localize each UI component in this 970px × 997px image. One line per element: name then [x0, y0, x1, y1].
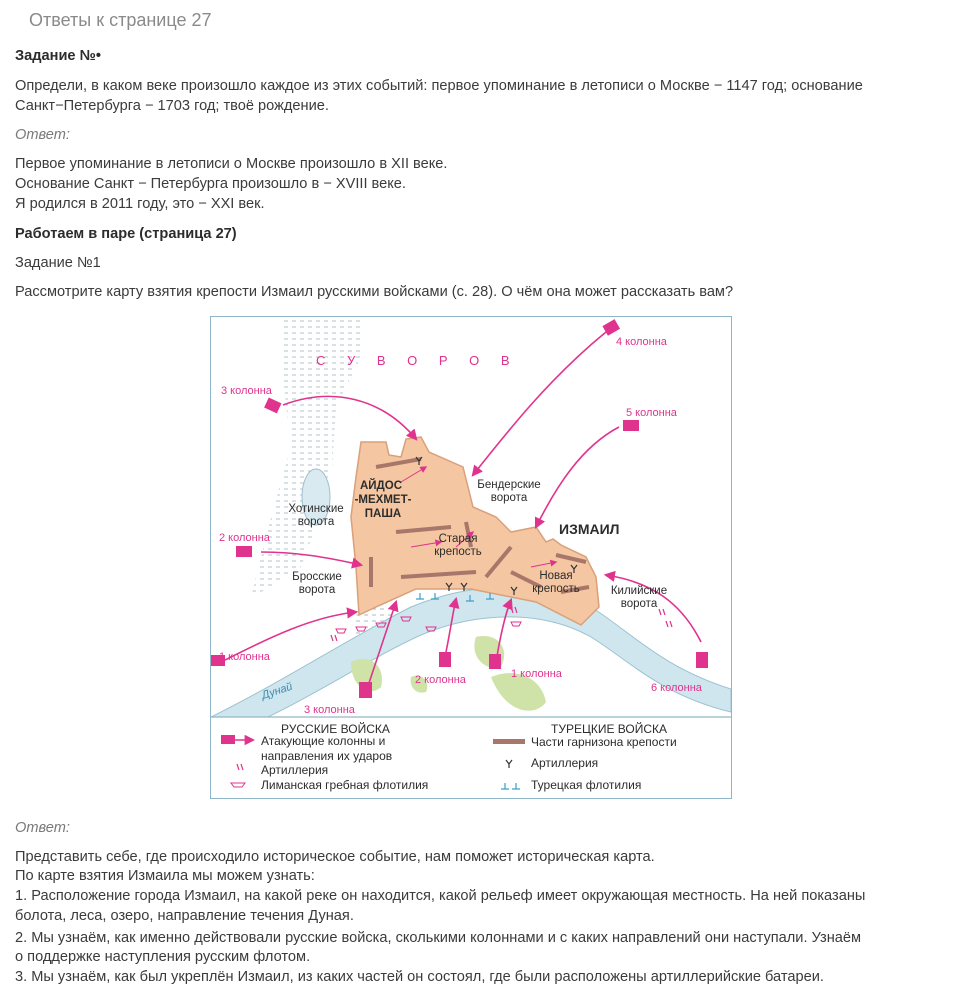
task-heading: Задание №• — [15, 48, 101, 64]
label-column-6: 6 колонна — [651, 682, 702, 694]
legend-flotilla: Лиманская гребная флотилия — [261, 778, 429, 792]
answer2-line-2: По карте взятия Измаила мы можем узнать: — [15, 868, 315, 884]
label-city: ИЗМАИЛ — [559, 521, 620, 537]
task-question-line-1: Определи, в каком веке произошло каждое из этих событий: первое упоминание в летописи о Москве − 1147 год; основание — [15, 78, 863, 94]
page-title: Ответы к странице 27 — [29, 10, 212, 30]
label-fortress-line-3: ПАША — [364, 508, 402, 520]
label-column-4: 4 колонна — [616, 336, 667, 348]
label-river-column-1: 1 колонна — [511, 668, 562, 680]
legend-attack-symbol — [221, 735, 235, 744]
label-river-column-3: 3 колонна — [304, 704, 355, 716]
answer2-label: Ответ: — [15, 820, 70, 836]
legend-ru-artillery: Артиллерия — [261, 763, 329, 777]
label-khotin-gate-2: ворота — [297, 516, 335, 528]
answer-line-2: Основание Санкт − Петербурга произошло в − XVIII веке. — [15, 176, 406, 192]
label-kili-gate-2: ворота — [620, 598, 658, 610]
label-bender-gate-2: ворота — [490, 492, 528, 504]
label-new-fortress-1: Новая — [539, 570, 573, 582]
label-bross-gate-2: ворота — [298, 584, 336, 596]
answer2-line-3: 1. Расположение города Измаил, на какой реке он находится, какой рельеф имеет окружающая местность. На ней показаны — [15, 888, 866, 904]
label-column-1: 1 колонна — [219, 651, 270, 663]
answer-label: Ответ: — [15, 127, 70, 143]
label-old-fortress-1: Старая — [438, 533, 478, 545]
pair-section-heading: Работаем в паре (страница 27) — [15, 226, 237, 242]
task-question-line-2: Санкт−Петербурга − 1703 год; твоё рождение. — [15, 98, 329, 114]
label-bross-gate-1: Бросские — [292, 571, 342, 583]
answer2-line-6: о поддержке наступления русским флотом. — [15, 949, 311, 965]
answer2-line-5: 2. Мы узнаём, как именно действовали русские войска, сколькими колоннами и с каких направлений они наступали. Узнаём — [15, 930, 862, 946]
answer2-line-4: болота, леса, озеро, направление течения Дуная. — [15, 908, 354, 924]
answer-line-1: Первое упоминание в летописи о Москве произошло в XII веке. — [15, 156, 448, 172]
legend-garrison: Части гарнизона крепости — [531, 735, 677, 749]
label-fortress-line-2: -МЕХМЕТ- — [354, 494, 412, 506]
label-bender-gate-1: Бендерские — [477, 479, 541, 491]
label-khotin-gate-1: Хотинские — [288, 503, 344, 515]
label-kili-gate-1: Килийские — [610, 585, 668, 597]
legend-russian-title: РУССКИЕ ВОЙСКА — [281, 722, 390, 736]
answer2-line-1: Представить себе, где происходило историческое событие, нам поможет историческая карта. — [15, 849, 655, 865]
label-column-3: 3 колонна — [221, 385, 272, 397]
answer2-line-7: 3. Мы узнаём, как был укреплён Измаил, из каких частей он состоял, где были расположены артиллерийские батареи. — [15, 969, 824, 985]
label-river: Дунай — [260, 680, 295, 702]
label-fortress-line-1: АЙДОС — [359, 480, 403, 492]
legend-attack-line-1: Атакующие колонны и — [261, 734, 386, 748]
label-river-column-2: 2 колонна — [415, 674, 466, 686]
label-new-fortress-2: крепость — [532, 583, 580, 595]
legend-garrison-symbol — [493, 739, 525, 744]
label-suvorov: С У В О Р О В — [316, 353, 519, 368]
pair-task-label: Задание №1 — [15, 255, 101, 271]
answer-line-3: Я родился в 2011 году, это − XXI век. — [15, 196, 265, 212]
label-old-fortress-2: крепость — [434, 546, 482, 558]
pair-task-question: Рассмотрите карту взятия крепости Измаил русскими войсками (с. 28). О чём она может рассказать вам? — [15, 284, 734, 300]
label-column-5: 5 колонна — [626, 407, 677, 419]
izmail-map — [210, 316, 732, 799]
legend-turkish-title: ТУРЕЦКИЕ ВОЙСКА — [551, 722, 668, 736]
legend-attack-line-2: направления их ударов — [261, 749, 393, 763]
legend-tr-artillery: Артиллерия — [531, 756, 599, 770]
label-column-2: 2 колонна — [219, 532, 270, 544]
legend-tr-flotilla: Турецкая флотилия — [531, 778, 642, 792]
